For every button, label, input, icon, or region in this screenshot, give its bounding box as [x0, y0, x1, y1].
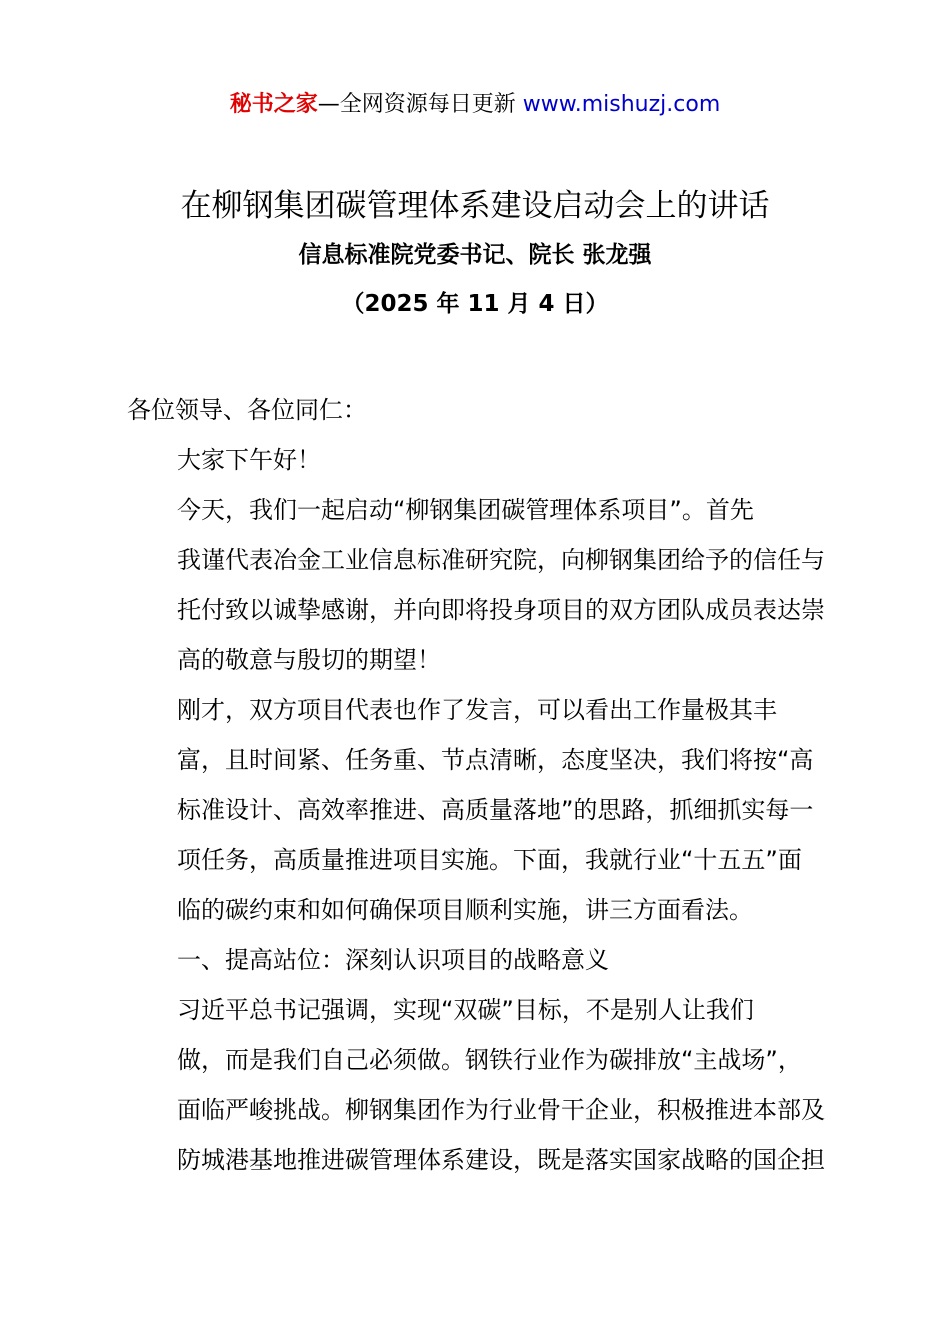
- body-paragraph: [127, 485, 833, 685]
- body-paragraph: [127, 385, 833, 435]
- document-title: 在柳钢集团碳管理体系建设启动会上的讲话: [180, 188, 770, 224]
- speech-date: （2025 年 11 月 4 日）: [341, 291, 609, 317]
- site-tagline: —全网资源每日更新: [317, 92, 523, 117]
- paragraph-line: 刚才，双方项目代表也作了发言，可以看出工作量极其丰: [177, 696, 777, 724]
- body-paragraph: [127, 985, 833, 1185]
- body-paragraph: [127, 685, 833, 935]
- site-header: [0, 88, 950, 122]
- speaker-line: 信息标准院党委书记、院长 张龙强: [298, 242, 652, 268]
- speech-body: [127, 385, 833, 1185]
- paragraph-line: 富，且时间紧、任务重、节点清晰，态度坚决，我们将按“高: [177, 746, 814, 774]
- paragraph-line: 托付致以诚挚感谢，并向即将投身项目的双方团队成员表达崇: [177, 596, 825, 624]
- body-paragraph: [127, 935, 833, 985]
- body-paragraph: [127, 435, 833, 485]
- paragraph-line: 一、提高站位：深刻认识项目的战略意义: [177, 946, 609, 974]
- paragraph-line: 做，而是我们自己必须做。钢铁行业作为碳排放“主战场”，: [177, 1046, 802, 1074]
- paragraph-line: 各位领导、各位同仁：: [127, 396, 367, 424]
- paragraph-line: 高的敬意与殷切的期望！: [177, 646, 441, 674]
- site-brand: 秘书之家: [229, 92, 318, 117]
- paragraph-line: 今天，我们一起启动“柳钢集团碳管理体系项目”。首先: [177, 496, 754, 524]
- paragraph-line: 项任务，高质量推进项目实施。下面，我就行业“十五五”面: [177, 846, 802, 874]
- paragraph-line: 习近平总书记强调，实现“双碳”目标，不是别人让我们: [177, 996, 754, 1024]
- paragraph-line: 我谨代表冶金工业信息标准研究院，向柳钢集团给予的信任与: [177, 546, 825, 574]
- paragraph-line: 防城港基地推进碳管理体系建设，既是落实国家战略的国企担: [177, 1146, 825, 1174]
- site-url-link[interactable]: www.mishuzj.com: [522, 92, 721, 117]
- paragraph-line: 面临严峻挑战。柳钢集团作为行业骨干企业，积极推进本部及: [177, 1096, 825, 1124]
- paragraph-line: 临的碳约束和如何确保项目顺利实施，讲三方面看法。: [177, 896, 753, 924]
- paragraph-line: 大家下午好！: [177, 446, 321, 474]
- paragraph-line: 标准设计、高效率推进、高质量落地”的思路，抓细抓实每一: [177, 796, 814, 824]
